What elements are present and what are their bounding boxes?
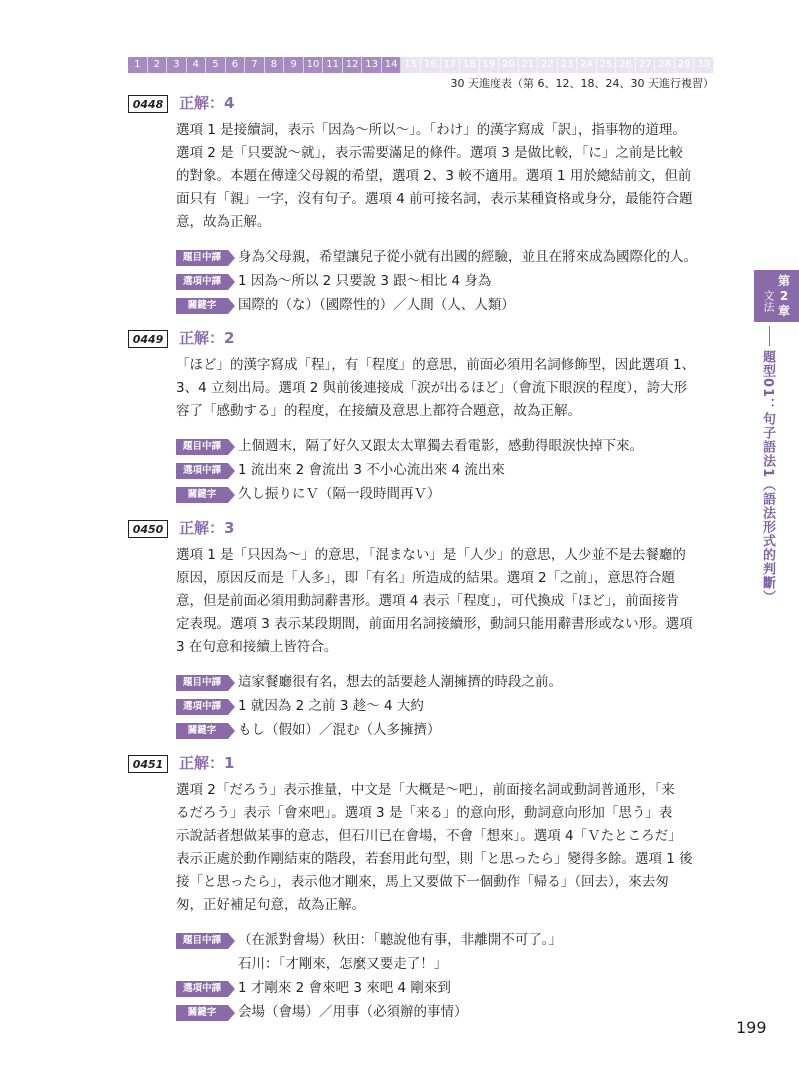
explanation-line: 示說話者想做某事的意志，但石川已在會場，不會「想來」。選項 4「Ｖたところだ」 — [176, 828, 682, 844]
progress-day-26: 26 — [616, 57, 636, 73]
explanation-line: 3、4 立刻出局。選項 2 與前後連接成「涙が出るほど」（會流下眼淚的程度），誇大形 — [176, 380, 688, 396]
progress-day-18: 18 — [460, 57, 480, 73]
progress-day-17: 17 — [441, 57, 461, 73]
keywords-row — [176, 485, 728, 503]
options-text: 1 因為～所以 2 只要說 3 跟～相比 4 身為 — [238, 273, 492, 289]
explanation-line: 定表現。選項 3 表示某段期間，前面用名詞接續形，動詞只能用辭書形或ない形。選項 — [176, 616, 693, 632]
progress-day-23: 23 — [558, 57, 578, 73]
keywords-row — [176, 1003, 728, 1021]
explanation — [176, 779, 726, 917]
chapter-sub: 文法 — [762, 290, 775, 312]
keywords-text: 会場（會場）／用事（必須辦的事情） — [238, 1004, 468, 1020]
progress-day-10: 10 — [304, 57, 324, 73]
explanation-line: 表示正處於動作剛結束的階段，若套用此句型，則「と思ったら」變得多餘。選項 1 後 — [176, 851, 693, 867]
explanation-line: 「ほど」的漢字寫成「程」，有「程度」的意思，前面必須用名詞修飾型，因此選項 1、 — [176, 357, 696, 373]
progress-day-30: 30 — [694, 57, 714, 73]
answer-heading: 正解：1 — [179, 754, 235, 772]
options-text: 1 才剛來 2 會來吧 3 來吧 4 剛來到 — [238, 980, 451, 996]
explanation-line: 選項 1 是接續詞，表示「因為～所以～」。「わけ」的漢字寫成「訳」，指事物的道理。 — [176, 122, 686, 138]
translation-row — [176, 931, 728, 949]
progress-day-22: 22 — [538, 57, 558, 73]
options-row — [176, 979, 728, 997]
translation-row — [176, 248, 728, 266]
explanation-line: 選項 2 是「只要說～就」，表示需要滿足的條件。選項 3 是做比較，「に」之前是比較 — [176, 145, 683, 161]
progress-day-7: 7 — [245, 57, 265, 73]
progress-day-8: 8 — [265, 57, 285, 73]
options-label: 選項中譯 — [176, 981, 228, 997]
progress-day-20: 20 — [499, 57, 519, 73]
keywords-row — [176, 721, 728, 739]
progress-day-2: 2 — [148, 57, 168, 73]
explanation-line: 3 在句意和接續上皆符合。 — [176, 639, 338, 655]
question-number: 0449 — [128, 330, 168, 348]
progress-day-1: 1 — [128, 57, 148, 73]
translation-label: 題目中譯 — [176, 250, 228, 266]
translation-text: 石川：「才剛來，怎麼又要走了！」 — [238, 956, 448, 972]
chapter-label: 第2章 — [777, 274, 790, 318]
question-number: 0448 — [128, 95, 168, 113]
explanation-line: 的對象。本題在傳達父母親的希望，選項 2、3 較不適用。選項 1 用於總結前文，但前 — [176, 168, 692, 184]
answer-heading: 正解：2 — [179, 329, 235, 347]
progress-day-13: 13 — [362, 57, 382, 73]
page-number: 199 — [736, 1018, 767, 1037]
answer-heading: 正解：3 — [179, 519, 235, 537]
progress-day-19: 19 — [480, 57, 500, 73]
progress-day-21: 21 — [519, 57, 539, 73]
options-label: 選項中譯 — [176, 463, 228, 479]
options-text: 1 流出來 2 會流出 3 不小心流出來 4 流出來 — [238, 462, 505, 478]
progress-day-9: 9 — [284, 57, 304, 73]
progress-day-29: 29 — [675, 57, 695, 73]
progress-day-3: 3 — [167, 57, 187, 73]
translation-text: （在派對會場）秋田：「聽說他有事，非離開不可了。」 — [238, 932, 562, 948]
progress-day-11: 11 — [323, 57, 343, 73]
keywords-label: 關鍵字 — [176, 487, 228, 503]
options-row — [176, 697, 728, 715]
progress-day-15: 15 — [401, 57, 421, 73]
translation-label: 題目中譯 — [176, 439, 228, 455]
progress-day-24: 24 — [577, 57, 597, 73]
keywords-row — [176, 296, 728, 314]
keywords-text: もし（假如）／混む（人多擁擠） — [238, 722, 441, 738]
explanation — [176, 119, 726, 234]
options-label: 選項中譯 — [176, 274, 228, 290]
keywords-label: 關鍵字 — [176, 298, 228, 314]
chapter-title: 題型01：句子語法1（語法形式的判斷） — [760, 350, 775, 605]
options-row — [176, 461, 728, 479]
side-divider — [769, 326, 770, 346]
progress-day-25: 25 — [597, 57, 617, 73]
explanation — [176, 354, 726, 423]
answer-heading: 正解：4 — [179, 94, 235, 112]
explanation-line: 匆，正好補足句意，故為正解。 — [176, 897, 365, 913]
options-text: 1 就因為 2 之前 3 趁～ 4 大約 — [238, 698, 424, 714]
progress-day-16: 16 — [421, 57, 441, 73]
progress-day-5: 5 — [206, 57, 226, 73]
translation-label: 題目中譯 — [176, 675, 228, 691]
explanation-line: 意，故為正解。 — [176, 214, 271, 230]
progress-day-27: 27 — [636, 57, 656, 73]
progress-day-14: 14 — [382, 57, 402, 73]
options-row — [176, 272, 728, 290]
keywords-label: 關鍵字 — [176, 723, 228, 739]
explanation-line: 容了「感動する」的程度，在接續及意思上都符合題意，故為正解。 — [176, 403, 581, 419]
chapter-tab — [754, 270, 799, 322]
explanation-line: 選項 1 是「只因為～」的意思，「混まない」是「人少」的意思，人少並不是去餐廳的 — [176, 547, 686, 563]
progress-day-28: 28 — [655, 57, 675, 73]
translation-row — [176, 673, 728, 691]
progress-day-12: 12 — [343, 57, 363, 73]
progress-day-4: 4 — [187, 57, 207, 73]
translation-row — [176, 437, 728, 455]
translation-label: 題目中譯 — [176, 933, 228, 949]
keywords-text: 国際的（な）（國際性的）／人間（人、人類） — [238, 297, 515, 313]
question-number: 0450 — [128, 520, 168, 538]
keywords-text: 久し振りにＶ（隔一段時間再Ｖ） — [238, 486, 441, 502]
options-label: 選項中譯 — [176, 699, 228, 715]
translation-text: 上個週末，隔了好久又跟太太單獨去看電影，感動得眼淚快掉下來。 — [238, 438, 643, 454]
translation-text: 身為父母親，希望讓兒子從小就有出國的經驗，並且在將來成為國際化的人。 — [238, 249, 697, 265]
explanation-line: 意，但是前面必須用動詞辭書形。選項 4 表示「程度」，可代換成「ほど」，前面接肯 — [176, 593, 680, 609]
explanation — [176, 544, 726, 659]
progress-bar — [128, 57, 714, 73]
explanation-line: 原因，原因反而是「人多」，即「有名」所造成的結果。選項 2「之前」，意思符合題 — [176, 570, 675, 586]
explanation-line: 接「と思ったら」，表示他才剛來，馬上又要做下一個動作「帰る」（回去），來去匆 — [176, 874, 669, 890]
explanation-line: るだろう」表示「會來吧」。選項 3 是「来る」的意向形，動詞意向形加「思う」表 — [176, 805, 673, 821]
question-number: 0451 — [128, 755, 168, 773]
keywords-label: 關鍵字 — [176, 1005, 228, 1021]
translation-row — [176, 955, 790, 973]
explanation-line: 面只有「親」一字，沒有句子。選項 4 前可接名詞，表示某種資格或身分，最能符合題 — [176, 191, 693, 207]
progress-day-6: 6 — [226, 57, 246, 73]
translation-text: 這家餐廳很有名，想去的話要趁人潮擁擠的時段之前。 — [238, 674, 562, 690]
explanation-line: 選項 2「だろう」表示推量，中文是「大概是～吧」，前面接名詞或動詞普通形，「来 — [176, 782, 675, 798]
progress-note: 30 天進度表（第 6、12、18、24、30 天進行複習） — [450, 77, 714, 90]
